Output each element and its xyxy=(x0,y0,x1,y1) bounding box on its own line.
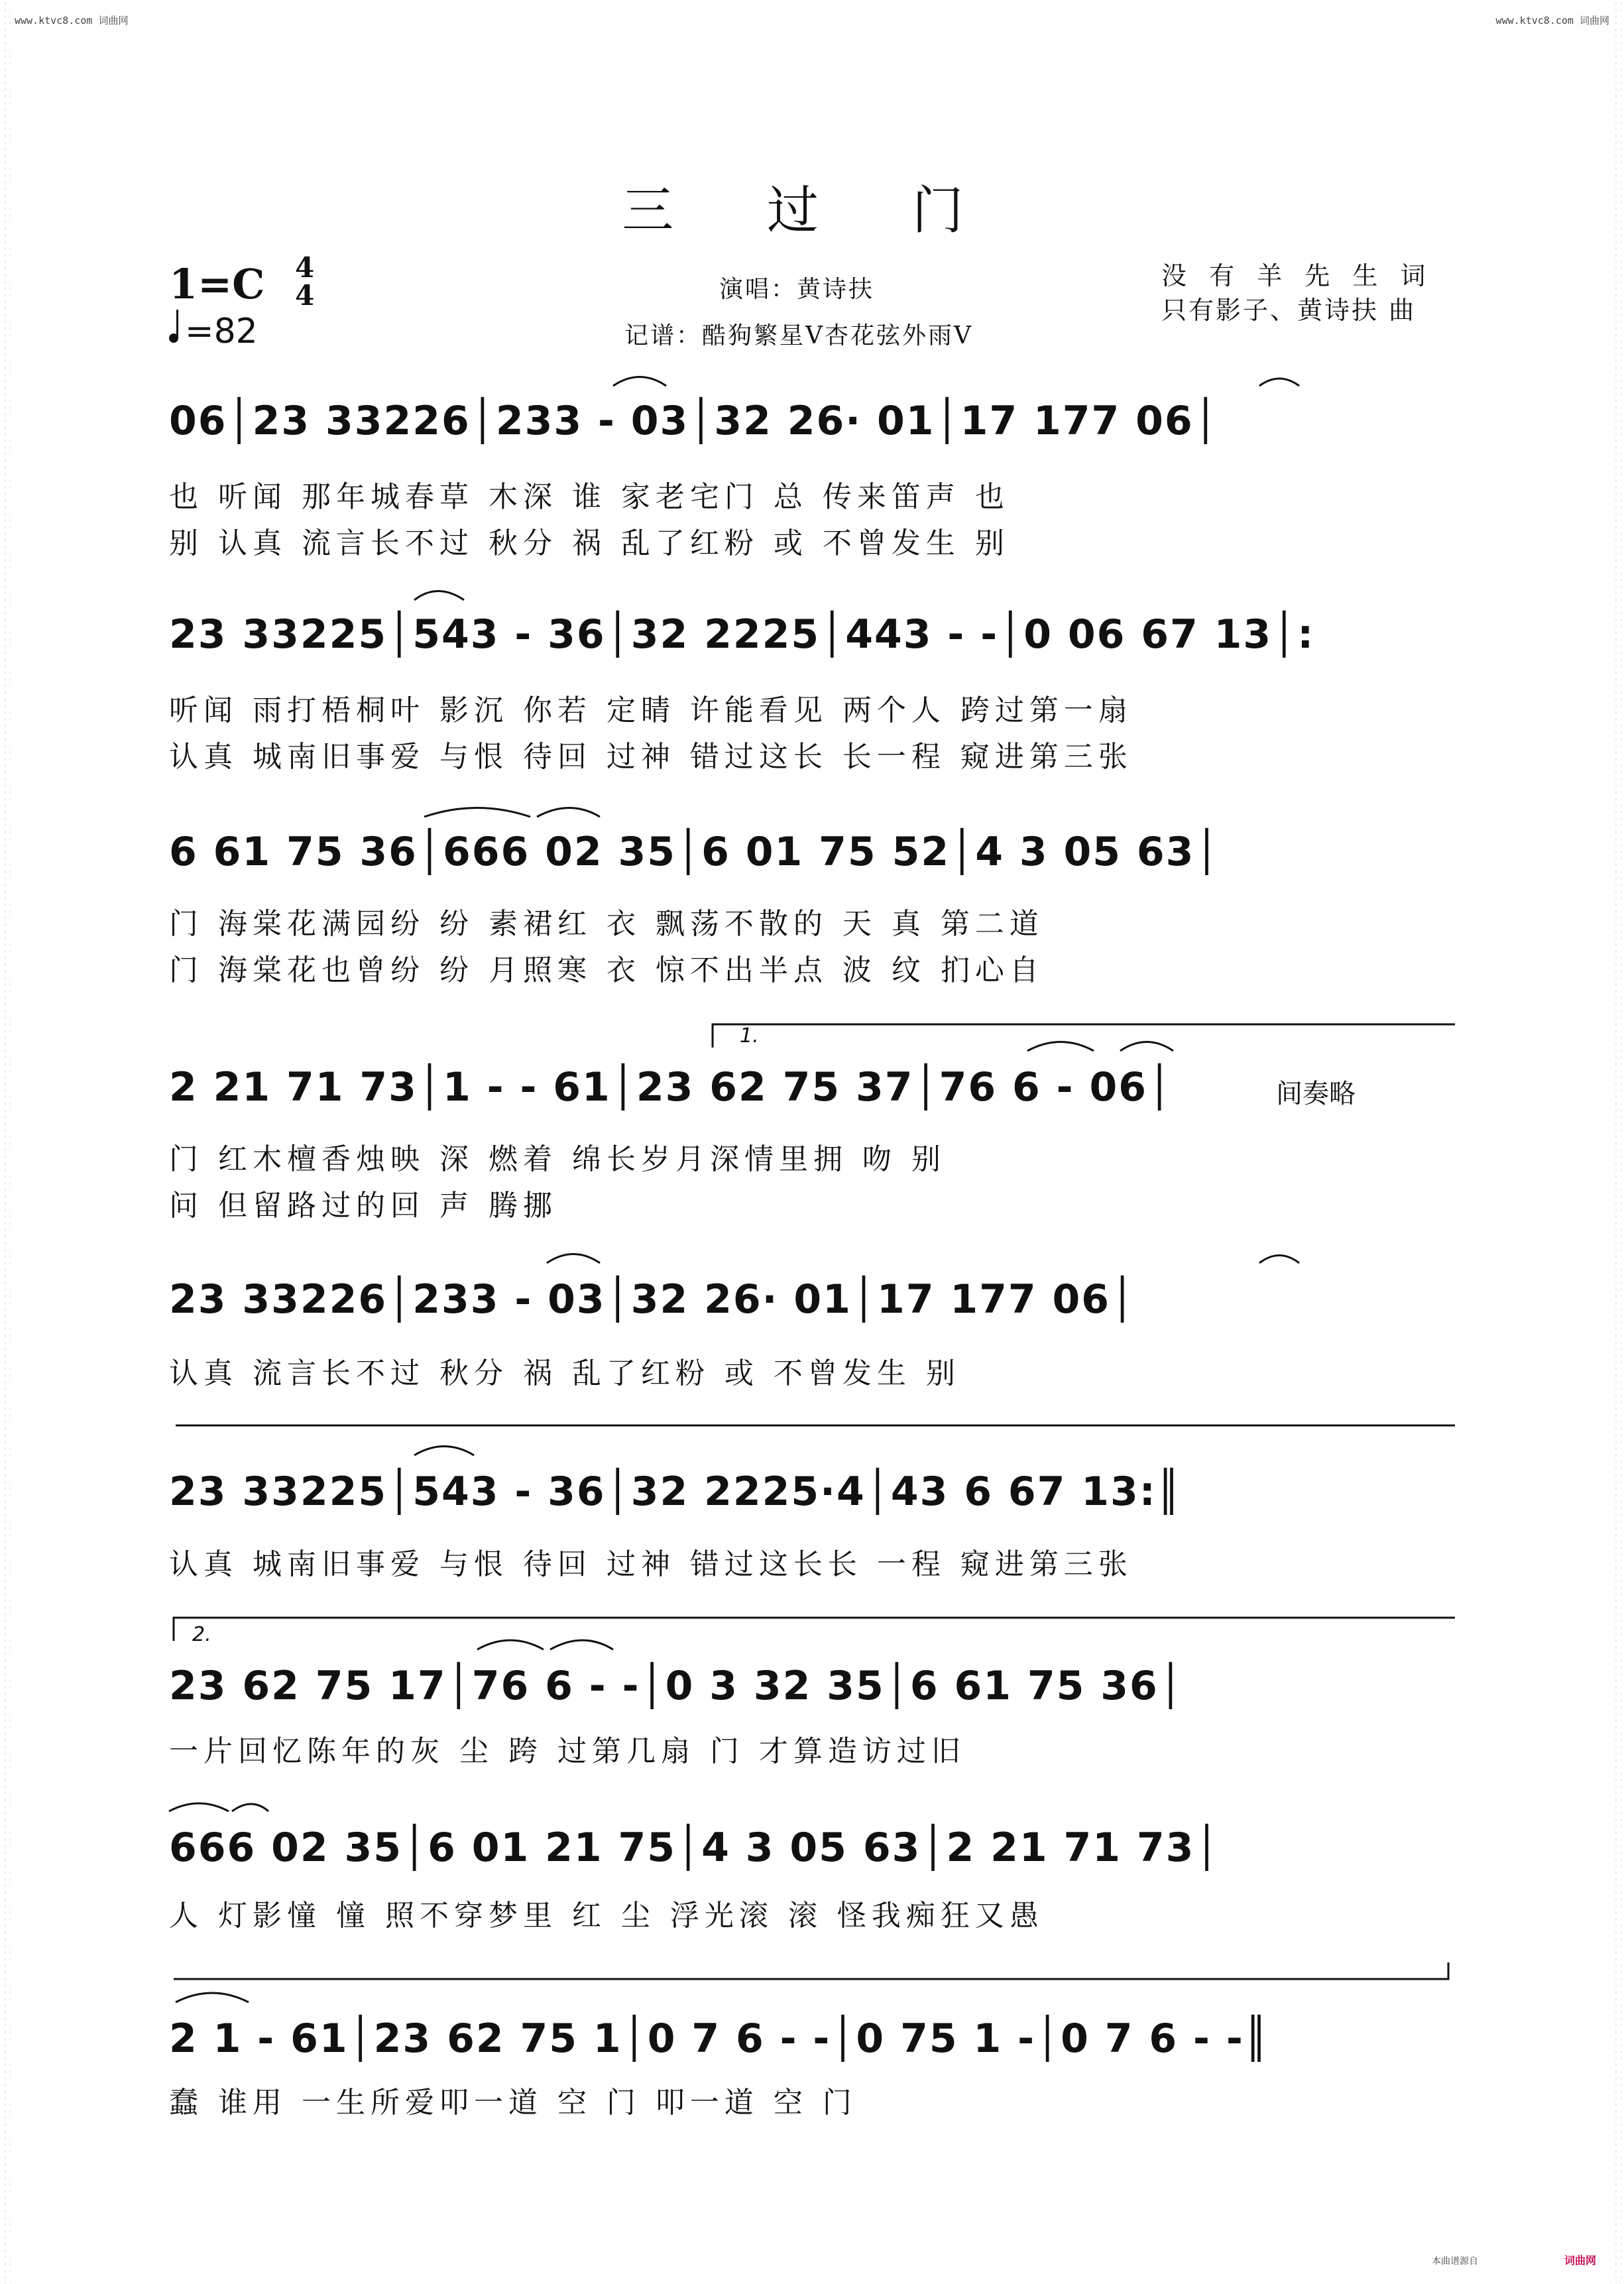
site-name-left: 词曲网 xyxy=(98,15,129,27)
slur xyxy=(414,591,464,601)
slur xyxy=(1027,1042,1094,1052)
footer-logo: 词曲网 xyxy=(1564,2254,1597,2267)
lyric-line-7: 一片回忆陈年的灰 尘 跨 过第几扇 门 才算造访过旧 xyxy=(169,1734,966,1768)
singer-credit: 演唱：黄诗扶 xyxy=(719,276,875,303)
slur xyxy=(547,1254,600,1264)
site-url-right: www.ktvc8.com xyxy=(1495,15,1574,27)
lyric-line-4-verse-1: 门 红木檀香烛映 深 燃着 绵长岁月深情里拥 吻 别 xyxy=(169,1142,946,1176)
lyric-line-2-verse-1: 听闻 雨打梧桐叶 影沉 你若 定睛 许能看见 两个人 跨过第一扇 xyxy=(169,693,1133,727)
lyric-line-6: 认真 城南旧事爱 与恨 待回 过神 错过这长长 一程 窥进第三张 xyxy=(169,1547,1133,1581)
key-signature: 1=C xyxy=(169,260,265,308)
site-name-right: 词曲网 xyxy=(1579,15,1609,27)
notation-line-8: 666 02 35│6 01 21 75│4 3 05 63│2 21 71 73│ xyxy=(169,1825,1220,1871)
slur xyxy=(1259,1256,1299,1264)
final-bracket xyxy=(174,1962,1448,1979)
notation-line-6: 23 33225│543 - 36│32 2225·4│43 6 67 13:║ xyxy=(169,1469,1182,1515)
meter-bottom: 4 xyxy=(295,279,315,312)
slur xyxy=(1120,1042,1173,1052)
slur xyxy=(176,1993,249,2002)
slur xyxy=(232,1804,268,1811)
song-title: 三 过 门 xyxy=(622,181,1002,241)
composer-credit: 只有影子、黄诗扶 曲 xyxy=(1161,296,1417,325)
site-url-left: www.ktvc8.com xyxy=(15,15,93,27)
volta-1-label: 1. xyxy=(740,1024,759,1048)
lyric-line-4-verse-2: 问 但留路过的回 声 腾挪 xyxy=(169,1189,557,1223)
lyric-line-3-verse-2: 门 海棠花也曾纷 纷 月照寒 衣 惊不出半点 波 纹 扪心自 xyxy=(169,953,1044,987)
meter-top: 4 xyxy=(295,251,315,284)
lyric-line-1-verse-1: 也 听闻 那年城春草 木深 谁 家老宅门 总 传来笛声 也 xyxy=(169,480,1010,514)
tempo-value: =82 xyxy=(185,312,258,351)
notation-line-9: 2 1 - 61│23 62 75 1│0 7 6 - -│0 75 1 -│0 7 6 - -║ xyxy=(169,2015,1269,2062)
volta-1-bracket xyxy=(713,1024,1455,1048)
slur xyxy=(613,377,666,387)
notation-line-7: 23 62 75 17│76 6 - -│0 3 32 35│6 61 75 36│ xyxy=(169,1663,1184,1709)
slur xyxy=(1259,379,1299,386)
lyric-line-1-verse-2: 别 认真 流言长不过 秋分 祸 乱了红粉 或 不曾发生 别 xyxy=(169,526,1010,560)
slur xyxy=(169,1803,229,1811)
lyric-line-8: 人 灯影憧 憧 照不穿梦里 红 尘 浮光滚 滚 怪我痴狂又愚 xyxy=(169,1899,1044,1933)
slur xyxy=(550,1640,613,1650)
lyric-line-3-verse-1: 门 海棠花满园纷 纷 素裙红 衣 飘荡不散的 天 真 第二道 xyxy=(169,907,1044,941)
notation-line-4: 2 21 71 73│1 - - 61│23 62 75 37│76 6 - 06│ xyxy=(169,1064,1173,1111)
lyric-line-2-verse-2: 认真 城南旧事爱 与恨 待回 过神 错过这长 长一程 窥进第三张 xyxy=(169,740,1133,774)
volta-2-bracket xyxy=(174,1618,1455,1641)
lyricist-credit: 没 有 羊 先 生 词 xyxy=(1161,261,1433,290)
interlude-note: 间奏略 xyxy=(1276,1079,1356,1109)
lyric-line-5: 认真 流言长不过 秋分 祸 乱了红粉 或 不曾发生 别 xyxy=(169,1356,960,1390)
notation-line-1: 06│23 33226│233 - 03│32 26· 01│17 177 06│ xyxy=(169,398,1219,444)
notation-line-5: 23 33226│233 - 03│32 26· 01│17 177 06│ xyxy=(169,1276,1136,1323)
volta-2-label: 2. xyxy=(192,1623,211,1646)
slur xyxy=(477,1640,544,1650)
slur xyxy=(414,1447,474,1456)
notation-line-2: 23 33225│543 - 36│32 2225│443 - -│0 06 67 13│: xyxy=(169,611,1315,658)
lyric-line-9: 蠢 谁用 一生所爱叩一道 空 门 叩一道 空 门 xyxy=(169,2086,857,2120)
footer-source: 本曲谱源自 xyxy=(1432,2256,1478,2267)
slur xyxy=(537,808,600,817)
notation-line-3: 6 61 75 36│666 02 35│6 01 75 52│4 3 05 63│ xyxy=(169,829,1220,875)
slur xyxy=(424,808,530,817)
transcriber-credit: 记谱：酷狗繁星V杏花弦外雨V xyxy=(624,322,973,349)
